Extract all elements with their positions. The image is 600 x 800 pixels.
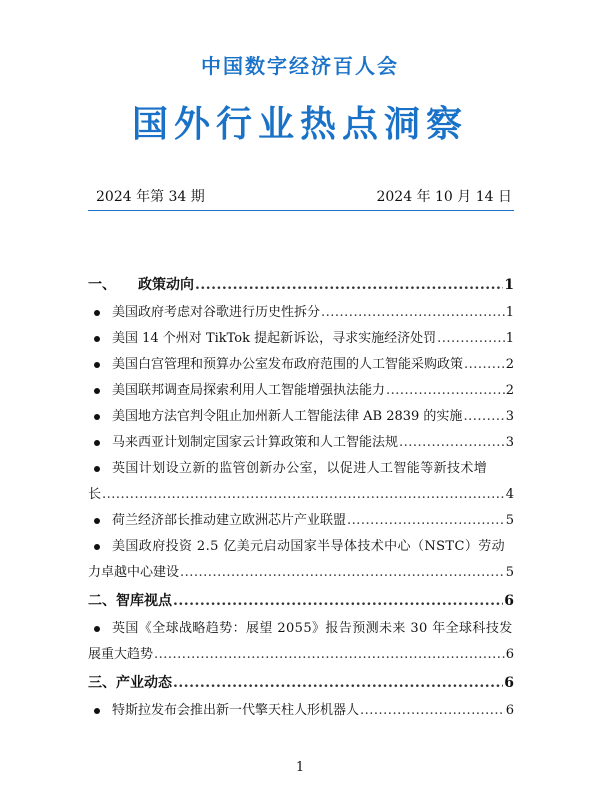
toc-entry[interactable] — [88, 534, 514, 586]
publication-title: 国外行业热点洞察 — [131, 104, 468, 145]
bullet-icon — [94, 440, 100, 446]
table-of-contents — [88, 270, 514, 724]
entry-title-line2: 力卓越中心建设 — [88, 565, 180, 580]
header-divider — [88, 210, 514, 211]
dot-leader — [463, 407, 504, 427]
entry-title: 美国政府考虑对谷歌进行历史性拆分 — [112, 305, 321, 320]
toc-entry[interactable] — [88, 616, 514, 668]
dot-leader — [347, 511, 505, 531]
dot-leader — [399, 433, 505, 453]
bullet-icon — [94, 518, 100, 524]
toc-entry[interactable] — [88, 456, 514, 508]
bullet-icon — [94, 362, 100, 368]
page-ref: 1 — [504, 277, 514, 293]
toc-entry[interactable] — [88, 404, 514, 430]
section-number: 三、 — [88, 675, 116, 691]
toc-section-policy[interactable] — [88, 270, 514, 300]
dot-leader — [321, 303, 505, 323]
bullet-icon — [94, 708, 100, 714]
entry-title-line1: 美国政府投资 2.5 亿美元启动国家半导体技术中心（NSTC）劳动 — [112, 539, 506, 554]
entry-title: 美国白宫管理和预算办公室发布政府范围的人工智能采购政策 — [112, 357, 464, 372]
section-title: 智库视点 — [116, 593, 172, 609]
bullet-icon — [94, 388, 100, 394]
toc-section-industry[interactable] — [88, 668, 514, 698]
page-ref: 1 — [505, 331, 514, 346]
dot-leader — [437, 329, 505, 349]
toc-entry[interactable] — [88, 300, 514, 326]
entry-title: 美国地方法官判令阻止加州新人工智能法律 AB 2839 的实施 — [112, 409, 463, 424]
toc-section-think-tank[interactable] — [88, 586, 514, 616]
entry-title: 马来西亚计划制定国家云计算政策和人工智能法规 — [112, 435, 399, 450]
entry-title: 特斯拉发布会推出新一代擎天柱人形机器人 — [112, 703, 360, 718]
page-ref: 2 — [505, 383, 514, 398]
entry-title: 美国 14 个州对 TikTok 提起新诉讼，寻求实施经济处罚 — [112, 331, 437, 346]
toc-entry[interactable] — [88, 698, 514, 724]
dot-leader — [195, 275, 503, 295]
page-ref: 1 — [505, 305, 514, 320]
issue-date: 2024 年 10 月 14 日 — [376, 189, 512, 205]
page-ref: 6 — [504, 593, 514, 609]
page-ref: 6 — [505, 647, 514, 662]
dot-leader — [360, 701, 505, 721]
section-title: 产业动态 — [116, 675, 172, 691]
page-ref: 3 — [505, 435, 514, 450]
toc-entry[interactable] — [88, 508, 514, 534]
bullet-icon — [94, 466, 100, 472]
page-ref: 2 — [505, 357, 514, 372]
bullet-icon — [94, 336, 100, 342]
dot-leader — [154, 645, 505, 665]
entry-title: 荷兰经济部长推动建立欧洲芯片产业联盟 — [112, 513, 347, 528]
dot-leader — [386, 381, 505, 401]
bullet-icon — [94, 626, 100, 632]
bullet-icon — [94, 414, 100, 420]
dot-leader — [173, 673, 503, 693]
dot-leader — [102, 485, 505, 505]
issue-number: 2024 年第 34 期 — [96, 189, 205, 205]
dot-leader — [464, 355, 505, 375]
page-ref: 5 — [505, 565, 514, 580]
issue-meta — [96, 186, 512, 206]
section-title: 政策动向 — [138, 277, 194, 293]
entry-title-line1: 英国计划设立新的监管创新办公室，以促进人工智能等新技术增 — [112, 461, 488, 476]
section-number: 二、 — [88, 593, 116, 609]
toc-entry[interactable] — [88, 378, 514, 404]
dot-leader — [173, 591, 503, 611]
page-ref: 6 — [505, 703, 514, 718]
organization-name: 中国数字经济百人会 — [201, 54, 399, 78]
toc-entry[interactable] — [88, 430, 514, 456]
dot-leader — [180, 563, 505, 583]
section-number: 一、 — [88, 277, 116, 293]
page-ref: 6 — [504, 675, 514, 691]
bullet-icon — [94, 544, 100, 550]
entry-title-line1: 英国《全球战略趋势：展望 2055》报告预测未来 30 年全球科技发 — [112, 621, 513, 636]
toc-entry[interactable] — [88, 352, 514, 378]
toc-entry[interactable] — [88, 326, 514, 352]
page-number: 1 — [295, 760, 305, 775]
page-ref: 4 — [505, 487, 514, 502]
entry-title: 美国联邦调查局探索利用人工智能增强执法能力 — [112, 383, 386, 398]
page-ref: 5 — [505, 513, 514, 528]
bullet-icon — [94, 310, 100, 316]
entry-title-line2: 展重大趋势 — [88, 647, 154, 662]
entry-title-line2: 长 — [88, 487, 102, 502]
page-ref: 3 — [505, 409, 514, 424]
